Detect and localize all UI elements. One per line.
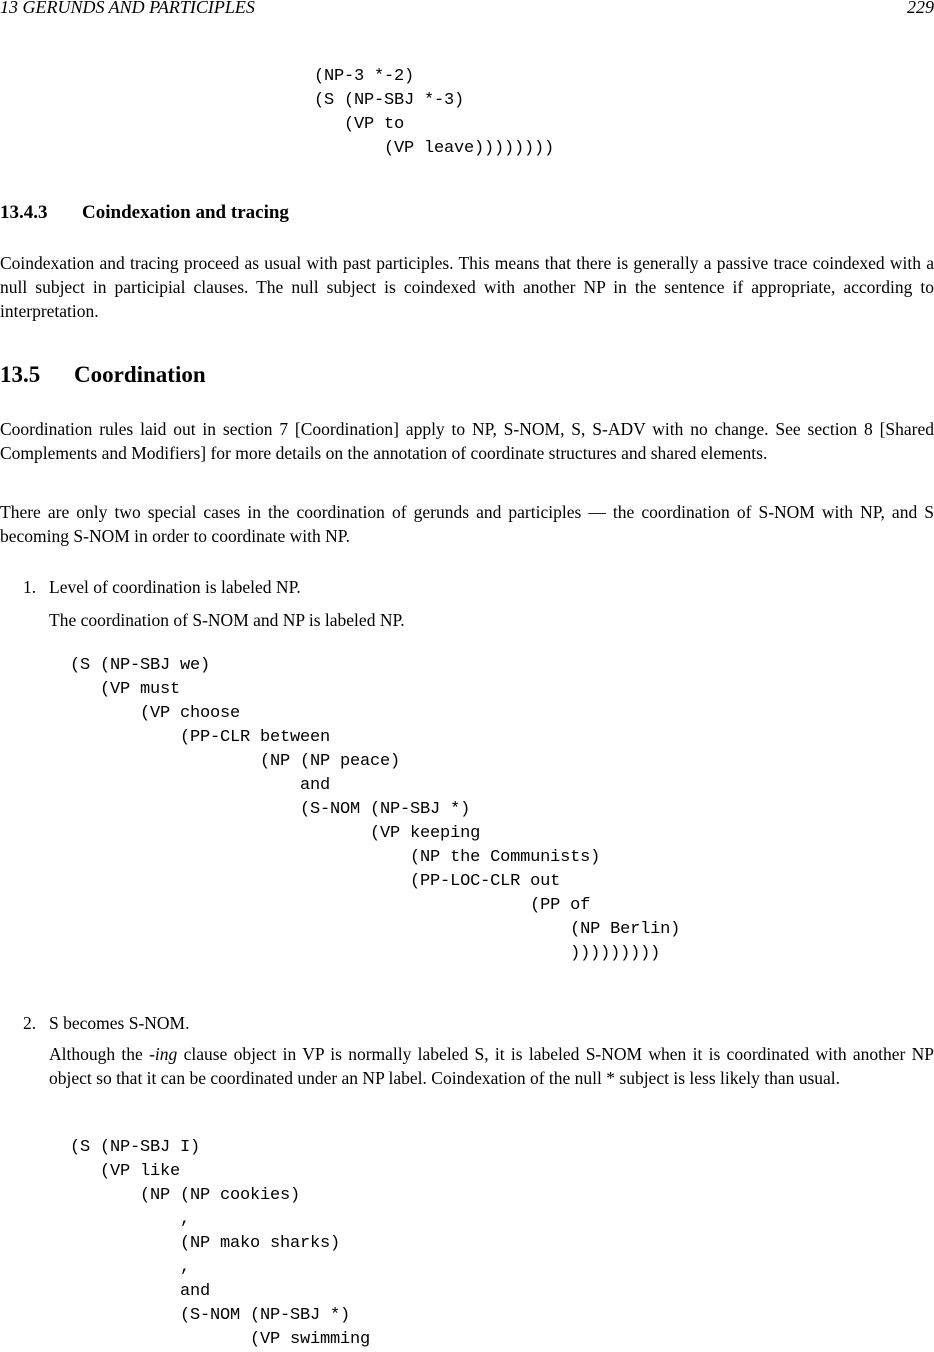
text-segment: Although the bbox=[49, 1044, 150, 1064]
ing-emphasis: -ing bbox=[149, 1044, 178, 1064]
running-header-chapter: 13 GERUNDS AND PARTICIPLES bbox=[0, 0, 255, 17]
section-number: 13.4.3 bbox=[0, 202, 48, 223]
paragraph-coordination-rules: Coordination rules laid out in section 7 [Coordination] apply to NP, S-NOM, S, S-ADV with no change. See section 8 [Shared Complements and Modifiers] for more details on the annotation of coordinate structures and shared elements. bbox=[0, 419, 934, 463]
paragraph-special-cases: There are only two special cases in the coordination of gerunds and participles — the coordination of S-NOM with NP, and S becoming S-NOM in order to coordinate with NP. bbox=[0, 502, 934, 546]
list-item-heading: Level of coordination is labeled NP. bbox=[49, 577, 301, 597]
code-block-example-1: (S (NP-SBJ we) (VP must (VP choose (PP-CLR between (NP (NP peace) and (S-NOM (NP-SBJ *) (VP keeping (NP the Communists) (PP-LOC-CLR out (PP of (NP Berlin) ))))))))) bbox=[70, 656, 681, 963]
list-item-heading: S becomes S-NOM. bbox=[49, 1013, 190, 1033]
list-item-text: The coordination of S-NOM and NP is labeled NP. bbox=[49, 610, 405, 630]
section-title: Coindexation and tracing bbox=[82, 202, 289, 223]
code-block-continuation: (NP-3 *-2) (S (NP-SBJ *-3) (VP to (VP leave)))))))) bbox=[314, 67, 555, 158]
section-number: 13.5 bbox=[0, 362, 41, 387]
text-segment: clause object in VP is normally labeled S, it is labeled S-NOM when it is coordinated with another NP object so that it can be coordinated under an NP label. Coindexation of the null * subject is less likely than usual. bbox=[49, 1044, 934, 1088]
section-heading-13-4-3 bbox=[0, 202, 289, 224]
section-heading-13-5 bbox=[0, 362, 206, 388]
page-number: 229 bbox=[907, 0, 934, 17]
code-block-example-2: (S (NP-SBJ I) (VP like (NP (NP cookies) , (NP mako sharks) , and (S-NOM (NP-SBJ *) (VP swimming bbox=[70, 1138, 371, 1349]
list-item-number: 2. bbox=[23, 1013, 37, 1033]
list-item-number: 1. bbox=[23, 577, 37, 597]
list-item-text bbox=[49, 1042, 934, 1090]
paragraph-coindexation: Coindexation and tracing proceed as usual with past participles. This means that there is generally a passive trace coindexed with a null subject in participial clauses. The null subject is coindexed with another NP in the sentence if appropriate, according to interpretation. bbox=[0, 253, 934, 321]
section-title: Coordination bbox=[74, 362, 206, 387]
